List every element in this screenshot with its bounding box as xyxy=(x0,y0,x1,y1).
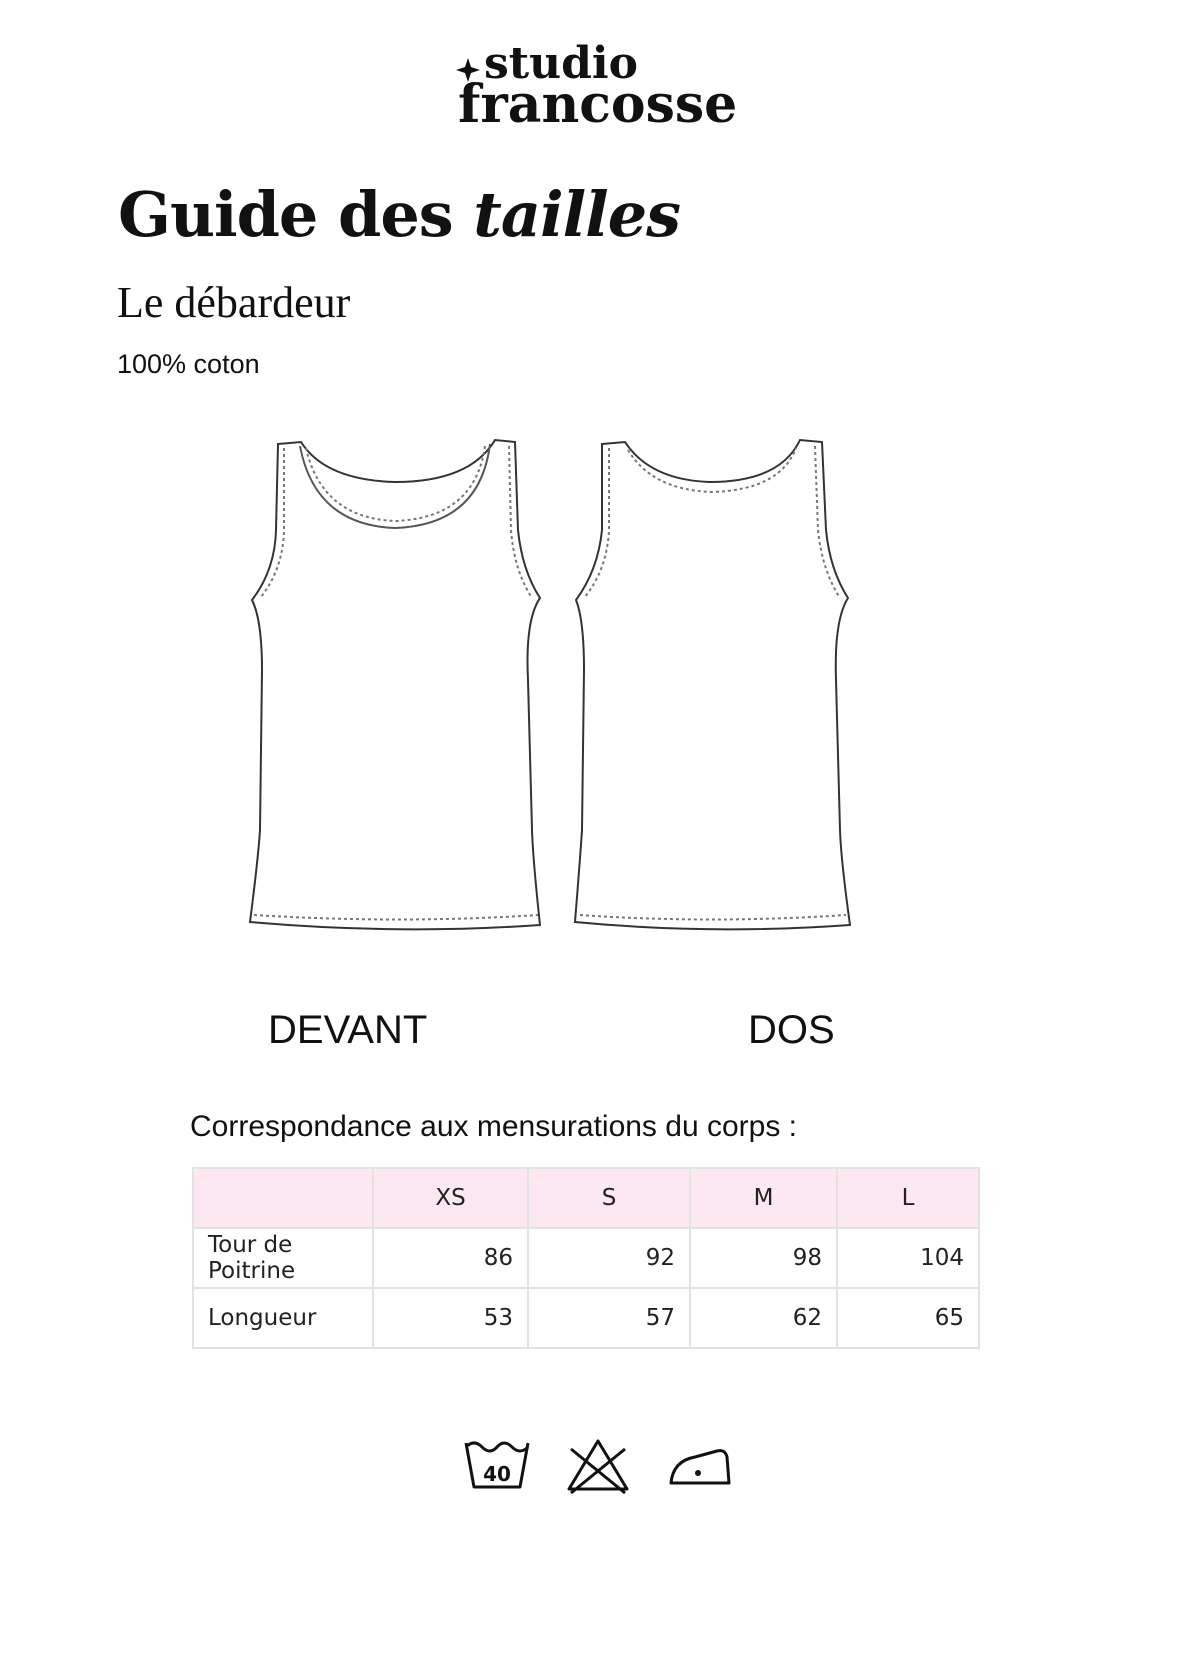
iron-low-icon xyxy=(665,1435,735,1495)
wash-40-icon xyxy=(462,1435,532,1495)
table-header-row xyxy=(193,1168,979,1228)
back-label: DOS xyxy=(748,1008,835,1052)
size-table xyxy=(192,1167,980,1349)
back-tank-illustration xyxy=(575,440,850,929)
table-title: Correspondance aux mensurations du corps : xyxy=(190,1110,798,1143)
front-tank-illustration xyxy=(250,440,540,929)
table-row xyxy=(193,1288,979,1348)
row-label: Tour de Poitrine xyxy=(193,1228,373,1288)
header-cell-empty xyxy=(193,1168,373,1228)
header-cell-s: S xyxy=(528,1168,690,1228)
table-cell: 57 xyxy=(528,1288,690,1348)
page-title xyxy=(118,178,680,251)
garment-illustrations xyxy=(0,420,1200,940)
product-name: Le débardeur xyxy=(117,278,351,327)
row-label: Longueur xyxy=(193,1288,373,1348)
table-cell: 62 xyxy=(690,1288,837,1348)
brand-logo xyxy=(0,40,1200,130)
front-label: DEVANT xyxy=(268,1008,428,1052)
brand-line1: studio xyxy=(484,40,638,89)
table-cell: 65 xyxy=(837,1288,979,1348)
brand-line2: francosse xyxy=(458,74,738,130)
header-cell-xs: XS xyxy=(373,1168,528,1228)
no-bleach-icon xyxy=(563,1435,633,1495)
table-cell: 104 xyxy=(837,1228,979,1288)
header-cell-l: L xyxy=(837,1168,979,1228)
header-cell-m: M xyxy=(690,1168,837,1228)
title-part2: tailles xyxy=(473,178,681,251)
table-cell: 92 xyxy=(528,1228,690,1288)
table-row xyxy=(193,1228,979,1288)
table-cell: 86 xyxy=(373,1228,528,1288)
table-cell: 98 xyxy=(690,1228,837,1288)
material-text: 100% coton xyxy=(117,349,260,379)
wash-temp: 40 xyxy=(483,1462,511,1486)
table-cell: 53 xyxy=(373,1288,528,1348)
title-part1: Guide des xyxy=(118,178,453,251)
